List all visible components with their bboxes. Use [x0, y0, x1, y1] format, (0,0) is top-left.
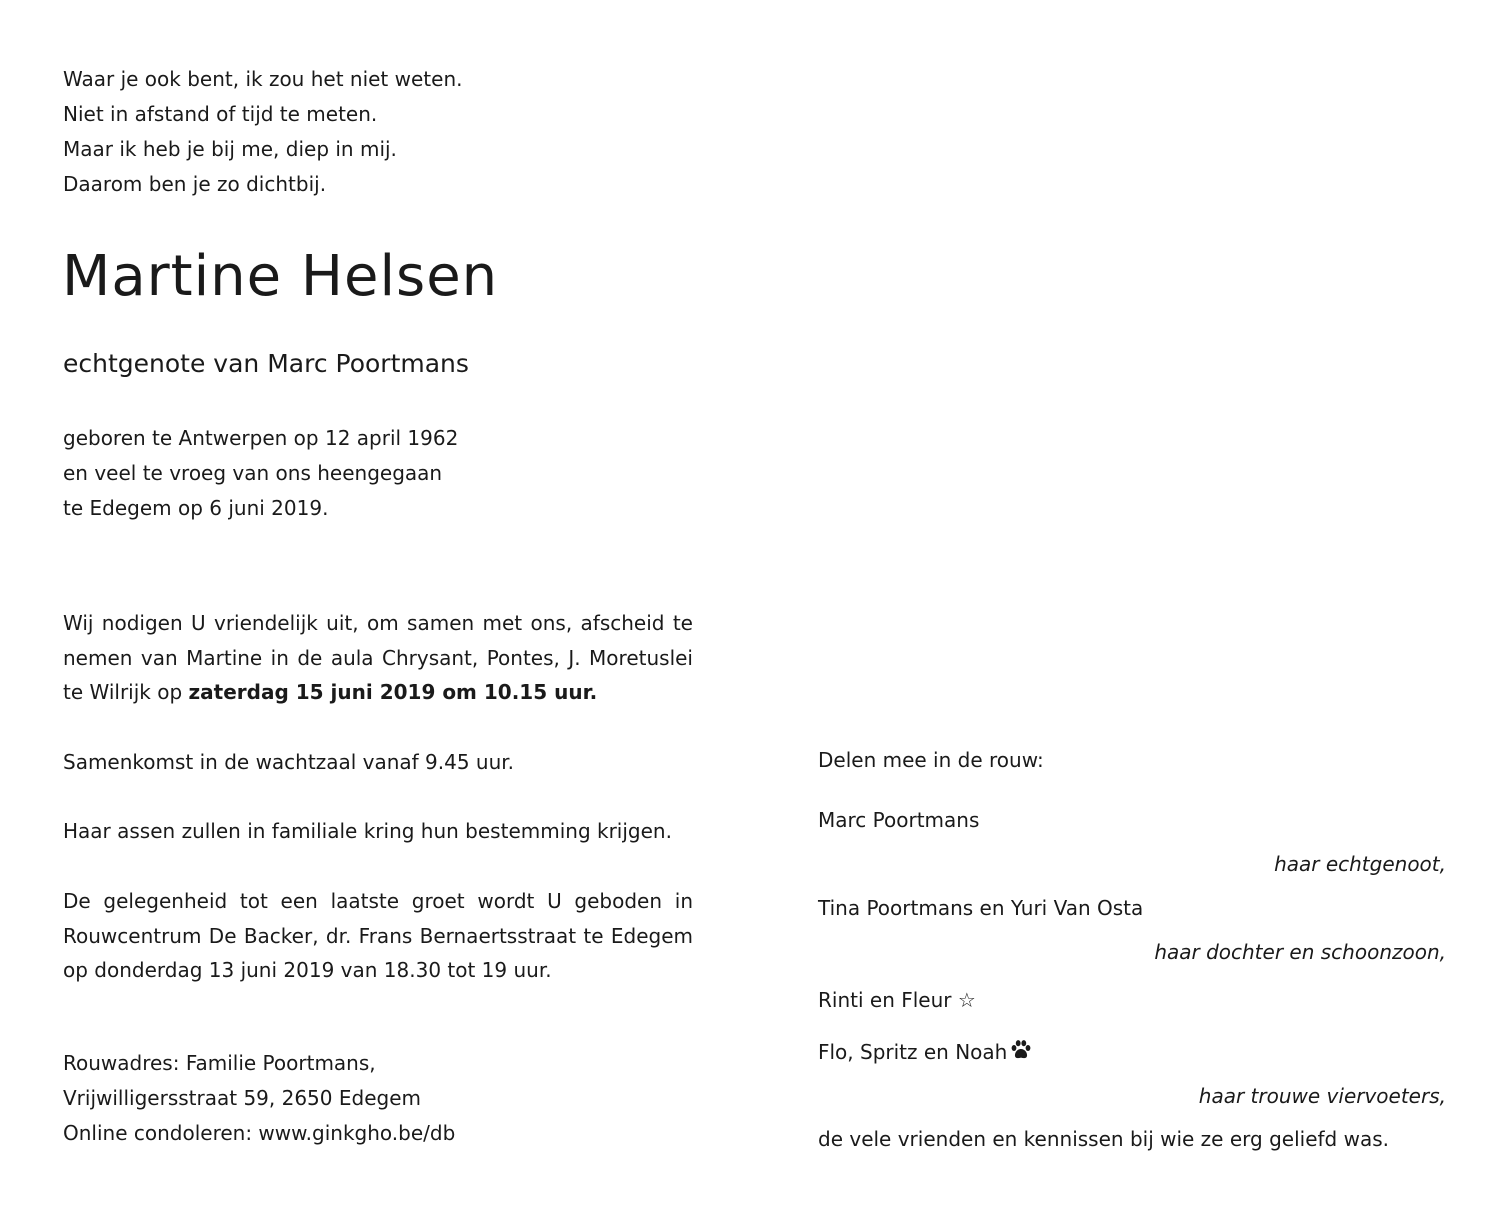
invitation-line-3-prefix: te Wilrijk op [63, 680, 189, 704]
mourner-pets-2-row [818, 1039, 1032, 1066]
poem-line-3: Maar ik heb je bij me, diep in mij. [63, 137, 397, 161]
invitation-line-3 [63, 675, 693, 710]
spouse-line: echtgenote van Marc Poortmans [63, 349, 469, 378]
relation-pets: haar trouwe viervoeters, [1198, 1084, 1446, 1108]
deceased-name: Martine Helsen [62, 244, 499, 309]
farewell-line-1: De gelegenheid tot een laatste groet wordt U geboden in [63, 889, 693, 913]
relation-spouse: haar echtgenoot, [1274, 852, 1446, 876]
farewell-line-3: op donderdag 13 juni 2019 van 18.30 tot 19 uur. [63, 958, 552, 982]
farewell-line-2: Rouwcentrum De Backer, dr. Frans Bernaertsstraat te Edegem [63, 923, 693, 948]
poem-line-4: Daarom ben je zo dichtbij. [63, 172, 327, 196]
mourners-closing: de vele vrienden en kennissen bij wie ze erg geliefd was. [818, 1127, 1389, 1151]
mourner-pets-2: Flo, Spritz en Noah [818, 1040, 1008, 1064]
dates-line-1: geboren te Antwerpen op 12 april 1962 [63, 426, 459, 450]
mourners-heading: Delen mee in de rouw: [818, 748, 1044, 772]
ceremony-datetime: zaterdag 15 juni 2019 om 10.15 uur. [188, 680, 598, 704]
invitation-line-1: Wij nodigen U vriendelijk uit, om samen met ons, afscheid te [63, 611, 693, 635]
mourner-daughter: Tina Poortmans en Yuri Van Osta [818, 896, 1144, 920]
farewell-paragraph [63, 884, 693, 988]
address-line-1: Rouwadres: Familie Poortmans, [63, 1051, 376, 1075]
dates-line-2: en veel te vroeg van ons heengegaan [63, 461, 443, 485]
gathering-text: Samenkomst in de wachtzaal vanaf 9.45 uur. [63, 750, 515, 774]
relation-daughter: haar dochter en schoonzoon, [1154, 940, 1446, 964]
mourner-pets-1: Rinti en Fleur ☆ [818, 988, 976, 1012]
condolence-link[interactable]: Online condoleren: www.ginkgho.be/db [63, 1121, 456, 1145]
address-line-2: Vrijwilligersstraat 59, 2650 Edegem [63, 1086, 421, 1110]
paw-icon [1010, 1039, 1032, 1066]
invitation-line-2: nemen van Martine in de aula Chrysant, Pontes, J. Moretuslei [63, 645, 693, 670]
poem-line-1: Waar je ook bent, ik zou het niet weten. [63, 67, 463, 91]
poem-line-2: Niet in afstand of tijd te meten. [63, 102, 378, 126]
mourner-spouse: Marc Poortmans [818, 808, 980, 832]
ashes-text: Haar assen zullen in familiale kring hun bestemming krijgen. [63, 819, 672, 843]
dates-line-3: te Edegem op 6 juni 2019. [63, 496, 329, 520]
invitation-paragraph [63, 606, 693, 710]
